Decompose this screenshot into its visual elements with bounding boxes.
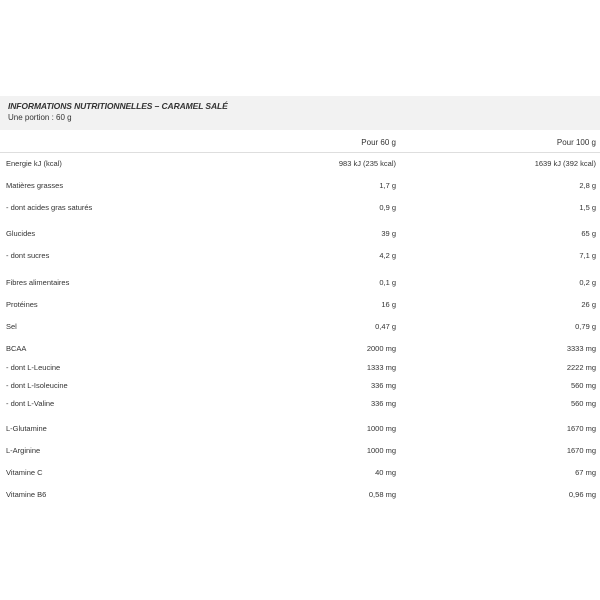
row-value-per-portion: 336 mg	[370, 381, 396, 390]
table-row	[0, 357, 600, 375]
table-row	[0, 418, 600, 440]
row-label: L-Glutamine	[6, 424, 47, 433]
row-value-per-portion: 1333 mg	[366, 363, 396, 372]
portion-size: Une portion : 60 g	[8, 113, 72, 122]
table-row	[0, 484, 600, 506]
row-label: BCAA	[6, 344, 27, 353]
row-label: Vitamine C	[6, 468, 43, 477]
row-value-per-portion: 1000 mg	[366, 446, 396, 455]
nutrition-title: INFORMATIONS NUTRITIONNELLES – CARAMEL SALÉ	[8, 101, 228, 111]
column-header-per-portion: Pour 60 g	[361, 138, 396, 147]
row-value-per-100g: 2,8 g	[579, 181, 596, 190]
row-label: - dont L-Leucine	[6, 363, 61, 372]
row-value-per-100g: 7,1 g	[579, 251, 596, 260]
column-header-per-100g: Pour 100 g	[556, 138, 596, 147]
row-label: - dont L-Isoleucine	[6, 381, 68, 390]
table-row	[0, 272, 600, 294]
row-value-per-100g: 65 g	[581, 229, 596, 238]
nutrition-panel	[0, 96, 600, 506]
row-value-per-portion: 0,9 g	[379, 203, 396, 212]
row-label: - dont L-Valine	[6, 399, 55, 408]
row-value-per-portion: 4,2 g	[379, 251, 396, 260]
row-value-per-portion: 0,47 g	[375, 322, 396, 331]
row-value-per-portion: 39 g	[381, 229, 396, 238]
table-row	[0, 440, 600, 462]
row-value-per-portion: 0,1 g	[379, 278, 396, 287]
table-row	[0, 197, 600, 218]
table-row	[0, 316, 600, 338]
table-row	[0, 375, 600, 393]
row-value-per-portion: 1000 mg	[366, 424, 396, 433]
row-value-per-portion: 983 kJ (235 kcal)	[338, 159, 396, 168]
row-value-per-portion: 336 mg	[370, 399, 396, 408]
column-headers	[0, 130, 600, 153]
row-value-per-portion: 0,58 mg	[368, 490, 396, 499]
row-value-per-100g: 1670 mg	[566, 446, 596, 455]
row-label: L-Arginine	[6, 446, 41, 455]
table-row	[0, 175, 600, 197]
row-label: Energie kJ (kcal)	[6, 159, 62, 168]
nutrition-header	[0, 96, 600, 130]
table-row	[0, 338, 600, 357]
row-value-per-100g: 2222 mg	[566, 363, 596, 372]
row-label: - dont sucres	[6, 251, 50, 260]
row-value-per-100g: 26 g	[581, 300, 596, 309]
table-row	[0, 462, 600, 484]
row-value-per-100g: 560 mg	[570, 399, 596, 408]
row-value-per-portion: 16 g	[381, 300, 396, 309]
row-label: Fibres alimentaires	[6, 278, 70, 287]
row-value-per-100g: 67 mg	[575, 468, 596, 477]
row-value-per-100g: 0,2 g	[579, 278, 596, 287]
row-value-per-portion: 1,7 g	[379, 181, 396, 190]
table-row	[0, 245, 600, 267]
row-value-per-100g: 560 mg	[570, 381, 596, 390]
row-value-per-portion: 40 mg	[375, 468, 396, 477]
row-value-per-100g: 0,79 g	[575, 322, 596, 331]
row-value-per-100g: 3333 mg	[566, 344, 596, 353]
row-label: Protéines	[6, 300, 38, 309]
row-value-per-100g: 1639 kJ (392 kcal)	[534, 159, 596, 168]
row-label: Glucides	[6, 229, 36, 238]
row-label: - dont acides gras saturés	[6, 203, 93, 212]
row-value-per-portion: 2000 mg	[366, 344, 396, 353]
table-row	[0, 153, 600, 175]
row-value-per-100g: 1,5 g	[579, 203, 596, 212]
table-row	[0, 393, 600, 411]
table-row	[0, 294, 600, 316]
row-label: Vitamine B6	[6, 490, 47, 499]
row-value-per-100g: 1670 mg	[566, 424, 596, 433]
table-row	[0, 223, 600, 245]
row-label: Sel	[6, 322, 17, 331]
row-label: Matières grasses	[6, 181, 64, 190]
row-value-per-100g: 0,96 mg	[568, 490, 596, 499]
